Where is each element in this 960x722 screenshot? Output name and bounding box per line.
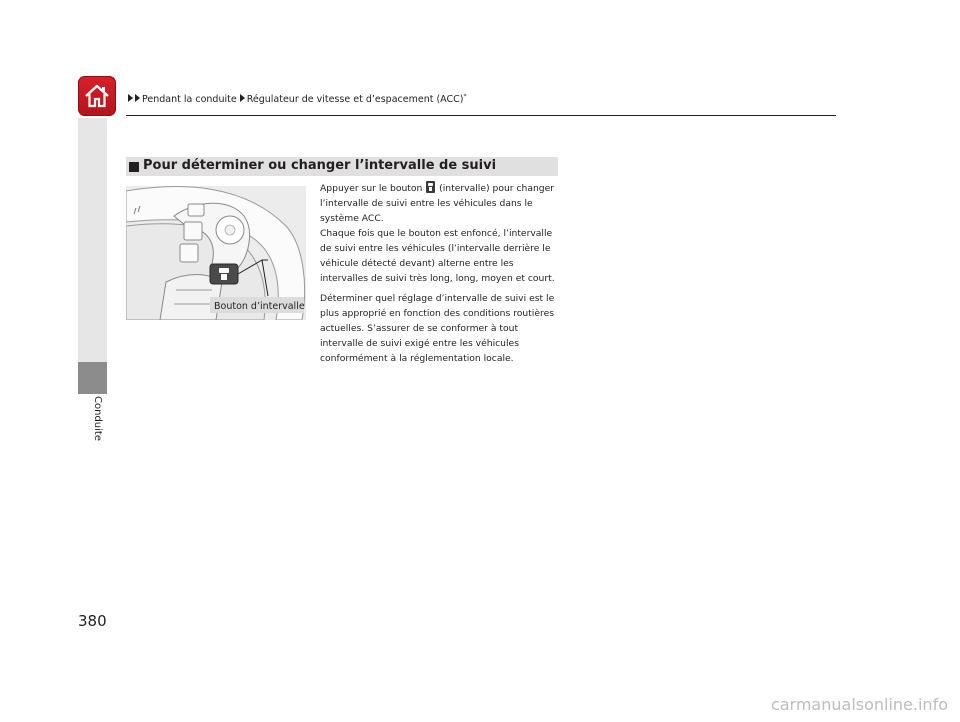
arrow-icon xyxy=(128,94,133,102)
watermark: carmanualsonline.info xyxy=(770,695,948,714)
page-number: 380 xyxy=(78,612,107,630)
p1-after-icon: (intervalle) pour changer l’intervalle de suivi entre les véhicules dans le système ACC. xyxy=(320,183,555,224)
p1-line2: Chaque fois que le bouton est enfoncé, l’intervalle de suivi entre les véhicules (l’intervalle derrière le véhicule détecté devant) alterne entre les intervalles de suivi très long, long, moyen et court. xyxy=(320,228,555,284)
steering-wheel-illustration xyxy=(126,186,306,320)
square-bullet-icon xyxy=(129,162,139,172)
header-rule xyxy=(126,115,836,116)
side-section-label: Conduite xyxy=(92,396,103,441)
footnote-mark: * xyxy=(463,93,467,100)
figure-callout: Bouton d’intervalle xyxy=(214,301,305,312)
side-tab-active[interactable] xyxy=(78,362,107,394)
breadcrumb xyxy=(128,93,466,105)
breadcrumb-item-driving[interactable]: Pendant la conduite xyxy=(142,94,237,106)
arrow-icon xyxy=(135,94,140,102)
section-heading xyxy=(126,157,558,176)
arrow-icon xyxy=(240,94,245,102)
breadcrumb-item-acc[interactable]: Régulateur de vitesse et d’espacement (ACC) xyxy=(246,94,464,106)
home-button[interactable] xyxy=(78,76,116,116)
interval-icon xyxy=(426,181,435,193)
side-tab-strip xyxy=(78,118,107,362)
advice-paragraph: Déterminer quel réglage d’intervalle de suivi est le plus approprié en fonction des conditions routières actuelles. S’assurer de se conformer à tout intervalle de suivi exigé entre les véhicules conformément à la réglementation locale. xyxy=(320,293,555,364)
instruction-paragraph xyxy=(320,181,560,286)
section-title: Pour déterminer ou changer l’intervalle de suivi xyxy=(143,158,497,173)
p1-before-icon: Appuyer sur le bouton xyxy=(320,183,423,194)
home-icon xyxy=(83,82,111,110)
